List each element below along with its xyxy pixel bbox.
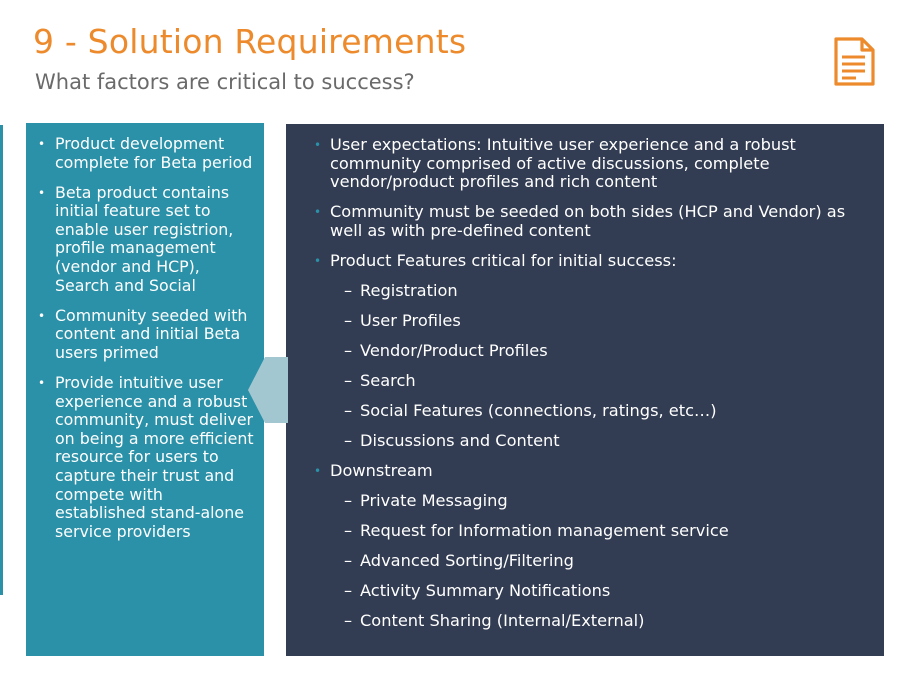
right-requirements-panel	[286, 124, 884, 656]
right-sub-item	[300, 432, 876, 451]
right-sub-item	[300, 552, 876, 571]
right-sub-item-text: Social Features (connections, ratings, etc…)	[360, 400, 717, 420]
right-sub-item-text: Request for Information management service	[360, 520, 729, 540]
left-list-item	[36, 374, 258, 541]
left-list-item-text: Community seeded with content and initial Beta users primed	[55, 305, 248, 362]
right-sub-item	[300, 372, 876, 391]
dash-marker: –	[344, 370, 353, 390]
left-list-item	[36, 184, 258, 296]
right-list-item-text: Community must be seeded on both sides (HCP and Vendor) as well as with pre-defined content	[330, 202, 846, 240]
right-sub-item	[300, 522, 876, 541]
bullet-dot: •	[314, 253, 322, 268]
right-sub-item-text: Content Sharing (Internal/External)	[360, 610, 645, 630]
bullet-dot: •	[314, 138, 322, 152]
right-sub-item-text: Registration	[360, 280, 458, 300]
bullet-dot: •	[314, 205, 322, 220]
dash-marker: –	[344, 610, 353, 630]
right-sub-item-text: User Profiles	[360, 310, 461, 330]
dash-marker: –	[344, 340, 353, 360]
bullet-dot: •	[314, 463, 322, 478]
right-list-item-text: Downstream	[330, 460, 433, 480]
right-list-item	[300, 462, 876, 481]
dash-marker: –	[344, 430, 353, 450]
bullet-dot: •	[38, 137, 46, 151]
slide-subtitle: What factors are critical to success?	[35, 70, 415, 94]
dash-marker: –	[344, 520, 353, 540]
right-sub-item-text: Advanced Sorting/Filtering	[360, 550, 574, 570]
right-bullet-list	[300, 136, 876, 630]
dash-marker: –	[344, 310, 353, 330]
bullet-dot: •	[38, 376, 46, 391]
right-sub-item-text: Search	[360, 370, 416, 390]
right-sub-item	[300, 612, 876, 631]
left-list-item	[36, 135, 258, 172]
right-list-item-text: Product Features critical for initial success:	[330, 250, 677, 270]
left-bullet-list	[36, 135, 258, 541]
dash-marker: –	[344, 580, 353, 600]
dash-marker: –	[344, 490, 353, 510]
right-list-item-text: User expectations: Intuitive user experience and a robust community comprised of active discussions, complete vendor/product profiles and rich content	[330, 135, 796, 192]
right-list-item	[300, 203, 876, 240]
bullet-dot: •	[38, 185, 46, 200]
right-sub-item	[300, 312, 876, 331]
right-sub-item	[300, 402, 876, 421]
right-sub-item-text: Activity Summary Notifications	[360, 580, 611, 600]
right-list-item	[300, 136, 876, 192]
left-list-item	[36, 307, 258, 363]
right-sub-item-text: Discussions and Content	[360, 430, 560, 450]
right-list-item	[300, 252, 876, 271]
right-sub-item	[300, 342, 876, 361]
bullet-dot: •	[38, 308, 46, 323]
left-list-item-text: Beta product contains initial feature set to enable user registrion, profile management (vendor and HCP), Search and Social	[55, 182, 234, 295]
right-sub-item	[300, 492, 876, 511]
left-list-item-text: Product development complete for Beta period	[55, 134, 253, 172]
dash-marker: –	[344, 280, 353, 300]
slide-title: 9 - Solution Requirements	[33, 22, 467, 61]
left-edge-accent-line	[0, 125, 3, 595]
document-icon	[832, 37, 876, 87]
right-sub-item-text: Vendor/Product Profiles	[360, 340, 548, 360]
left-summary-panel	[26, 123, 264, 656]
right-sub-item	[300, 282, 876, 301]
right-sub-item-text: Private Messaging	[360, 490, 508, 510]
left-list-item-text: Provide intuitive user experience and a robust community, must deliver on being a more efficient resource for users to capture their trust and compete with established stand-alone service providers	[55, 373, 254, 541]
arrow-connector-icon	[248, 357, 288, 423]
dash-marker: –	[344, 400, 353, 420]
dash-marker: –	[344, 550, 353, 570]
right-sub-item	[300, 582, 876, 601]
